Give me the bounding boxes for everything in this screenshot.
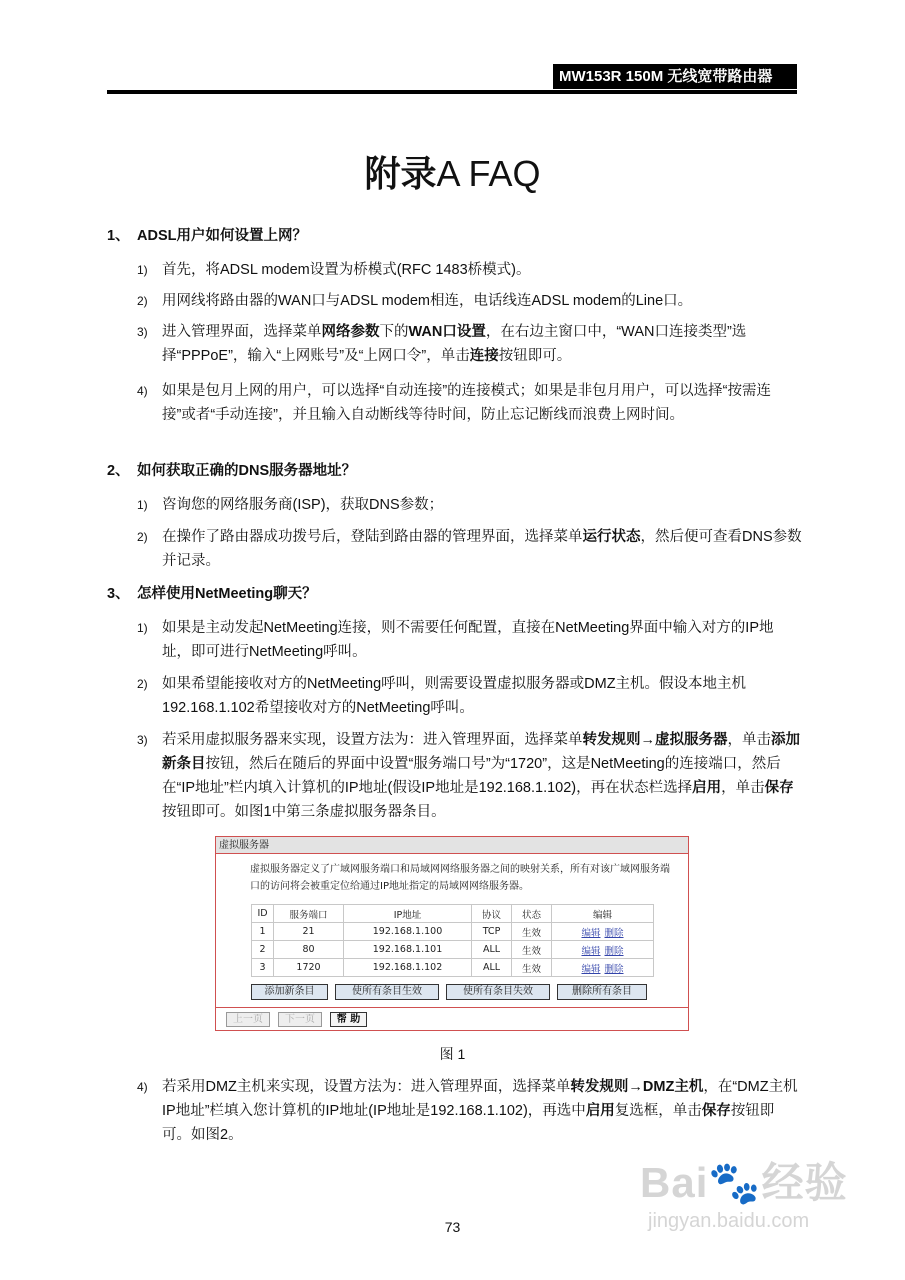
item-text [162, 258, 802, 282]
text-segment: 若采用DMZ主机来实现，设置方法为：进入管理界面，选择菜单 [162, 1079, 571, 1095]
item-text [162, 672, 802, 720]
text-segment: 下的 [379, 324, 409, 340]
table-header [252, 905, 654, 923]
text-segment: 在操作了路由器成功拨号后，登陆到路由器的管理界面，选择菜单 [162, 529, 583, 545]
item-text [162, 1075, 802, 1147]
bold-term: 转发规则→虚拟服务器 [582, 732, 728, 748]
list-item [137, 379, 802, 427]
figure-buttons [251, 984, 654, 1000]
item-number: 2) [137, 677, 148, 691]
cell-port: 1720 [274, 959, 344, 977]
list-item [137, 320, 802, 368]
item-number: 3) [137, 325, 148, 339]
text-segment: 如果是主动发起NetMeeting连接，则不需要任何配置，直接在NetMeeting界面中输入对方的IP地址，即可进行NetMeeting呼叫。 [162, 620, 774, 660]
add-entry-button[interactable]: 添加新条目 [251, 984, 328, 1000]
cell-ip: 192.168.1.101 [344, 941, 472, 959]
cell-ip: 192.168.1.102 [344, 959, 472, 977]
figure-title: 虚拟服务器 [216, 837, 688, 854]
list-item [137, 728, 802, 824]
text-segment: ，单击 [727, 732, 771, 748]
col-header: IP地址 [344, 905, 472, 923]
cell-port: 21 [274, 923, 344, 941]
bold-term: 添加新条目 [162, 732, 800, 772]
cell-status: 生效 [512, 959, 552, 977]
cell-port: 80 [274, 941, 344, 959]
text-segment: 如果是包月上网的用户，可以选择“自动连接”的连接模式；如果是非包月用户，可以选择“按需连接”或者“手动连接”，并且输入自动断线等待时间，防止忘记断线而浪费上网时间。 [162, 383, 771, 423]
text-segment: 进入管理界面，选择菜单 [162, 324, 322, 340]
baidu-watermark-logo: Bai🐾经验 jingyan.baidu.com [640, 1159, 848, 1232]
item-number: 2) [137, 294, 148, 308]
col-header: ID [252, 905, 274, 923]
text-segment: ，单击 [721, 780, 765, 796]
page-title [0, 146, 905, 197]
list-item [137, 289, 802, 313]
cell-id: 3 [252, 959, 274, 977]
item-number: 4) [137, 384, 148, 398]
figure-nav [216, 1007, 688, 1031]
item-number: 3) [137, 733, 148, 747]
text-segment: ，然后便可查看DNS参数并记录。 [162, 529, 802, 569]
item-text [162, 320, 802, 368]
bold-term: 网络参数 [321, 324, 380, 340]
text-segment: 按钮，然后在随后的界面中设置“服务端口号”为“1720”，这是NetMeeting的连接端口，然后在“IP地址”栏内填入计算机的IP地址(假设IP地址是192.168.1.102)，再在状态栏选择 [162, 756, 781, 796]
list-item [137, 672, 802, 720]
list-item [137, 525, 802, 573]
item-text [162, 289, 802, 313]
next-page-button[interactable]: 下一页 [278, 1012, 322, 1027]
table-row [252, 959, 654, 977]
cell-status: 生效 [512, 923, 552, 941]
delete-all-button[interactable]: 删除所有条目 [557, 984, 647, 1000]
text-segment: 按钮即可。如图2。 [162, 1103, 775, 1143]
list-item [137, 616, 802, 664]
item-text [162, 728, 802, 824]
text-segment: 复选框，单击 [614, 1103, 702, 1119]
cell-edit [552, 941, 654, 959]
item-text [162, 379, 802, 427]
cell-id: 1 [252, 923, 274, 941]
cell-proto: ALL [472, 959, 512, 977]
header-product: MW153R 150M 无线宽带路由器 [553, 64, 797, 89]
text-segment: ，在右边主窗口中，“WAN口连接类型”选择“PPPoE”，输入“上网账号”及“上网口令”，单击 [162, 324, 747, 364]
list-item [137, 1075, 802, 1147]
text-segment: ，在“DMZ主机IP地址”栏填入您计算机的IP地址(IP地址是192.168.1.102)，再选中 [162, 1079, 798, 1119]
bold-term: WAN口设置 [408, 324, 486, 340]
bold-term: 转发规则→DMZ主机 [570, 1079, 704, 1095]
section-label: ADSL用户如何设置上网？ [137, 228, 307, 244]
section-heading [107, 582, 317, 606]
text-segment: 首先，将ADSL modem设置为桥模式(RFC 1483桥模式)。 [162, 262, 531, 278]
cell-edit [552, 959, 654, 977]
edit-link[interactable]: 编辑 [581, 963, 601, 975]
header-rule [107, 90, 797, 94]
delete-link[interactable]: 删除 [604, 963, 624, 975]
item-number: 1) [137, 498, 148, 512]
figure-description: 虚拟服务器定义了广域网服务端口和局域网网络服务器之间的映射关系，所有对该广域网服务端口的访问将会被重定位给通过IP地址指定的局域网网络服务器。 [250, 864, 670, 892]
item-text [162, 493, 802, 517]
text-segment: 用网线将路由器的WAN口与ADSL modem相连，电话线连ADSL modem的Line口。 [162, 293, 693, 309]
section-heading [107, 459, 356, 483]
col-header: 状态 [512, 905, 552, 923]
col-header: 协议 [472, 905, 512, 923]
cell-id: 2 [252, 941, 274, 959]
text-segment: 按钮即可。如图1中第三条虚拟服务器条目。 [162, 804, 446, 820]
item-number: 2) [137, 530, 148, 544]
section-label: 怎样使用NetMeeting聊天？ [137, 586, 317, 602]
text-segment: 如果希望能接收对方的NetMeeting呼叫，则需要设置虚拟服务器或DMZ主机。假设本地主机192.168.1.102希望接收对方的NetMeeting呼叫。 [162, 676, 747, 716]
help-button[interactable]: 帮 助 [330, 1012, 367, 1027]
section-heading [107, 224, 307, 248]
section-label: 如何获取正确的DNS服务器地址？ [137, 463, 357, 479]
delete-link[interactable]: 删除 [604, 945, 624, 957]
text-segment: 按钮即可。 [498, 348, 572, 364]
disable-all-button[interactable]: 使所有条目失效 [446, 984, 550, 1000]
edit-link[interactable]: 编辑 [581, 945, 601, 957]
delete-link[interactable]: 删除 [604, 927, 624, 939]
text-segment: 若采用虚拟服务器来实现，设置方法为：进入管理界面，选择菜单 [162, 732, 583, 748]
bold-term: 启用 [692, 780, 722, 796]
cell-proto: TCP [472, 923, 512, 941]
title-en: A FAQ [436, 153, 541, 194]
bold-term: 保存 [701, 1103, 731, 1119]
virtual-server-table [251, 904, 654, 977]
virtual-server-figure [215, 836, 689, 1031]
list-item [137, 258, 802, 282]
bold-term: 启用 [585, 1103, 615, 1119]
section-number: 2、 [107, 463, 130, 479]
bold-term: 运行状态 [582, 529, 641, 545]
edit-link[interactable]: 编辑 [581, 927, 601, 939]
enable-all-button[interactable]: 使所有条目生效 [335, 984, 439, 1000]
section-number: 1、 [107, 228, 130, 244]
title-cn: 附录 [364, 153, 437, 194]
item-number: 4) [137, 1080, 148, 1094]
item-text [162, 616, 802, 664]
col-header: 编辑 [552, 905, 654, 923]
table-row [252, 941, 654, 959]
bold-term: 保存 [764, 780, 794, 796]
col-header: 服务端口 [274, 905, 344, 923]
bold-term: 连接 [469, 348, 499, 364]
text-segment: 咨询您的网络服务商(ISP)，获取DNS参数； [162, 497, 444, 513]
prev-page-button[interactable]: 上一页 [226, 1012, 270, 1027]
page-number: 73 [444, 1219, 461, 1235]
item-text [162, 525, 802, 573]
list-item [137, 493, 802, 517]
item-number: 1) [137, 263, 148, 277]
figure-caption: 图 1 [439, 1046, 466, 1062]
cell-status: 生效 [512, 941, 552, 959]
cell-edit [552, 923, 654, 941]
section-number: 3、 [107, 586, 130, 602]
item-number: 1) [137, 621, 148, 635]
table-row [252, 923, 654, 941]
cell-ip: 192.168.1.100 [344, 923, 472, 941]
cell-proto: ALL [472, 941, 512, 959]
